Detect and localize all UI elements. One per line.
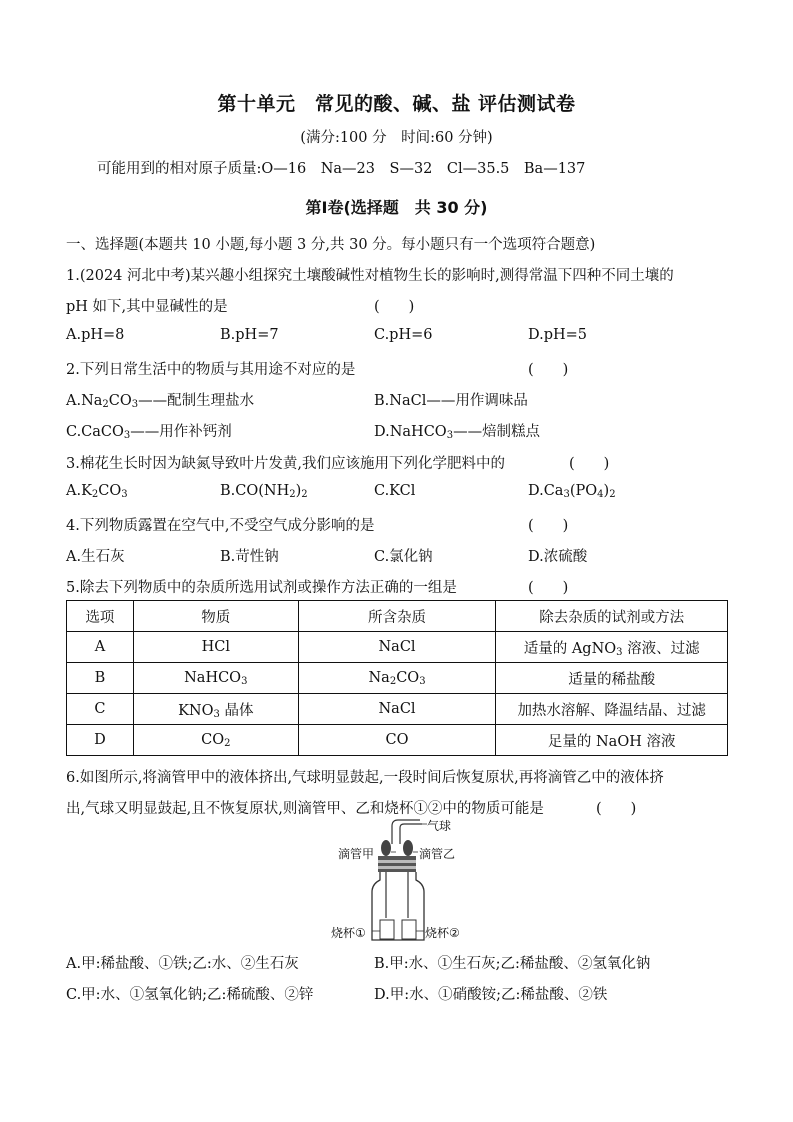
dropper-a-bulb-icon bbox=[381, 840, 391, 856]
balloon-tube-icon bbox=[400, 824, 422, 844]
label-beaker-2: 烧杯② bbox=[425, 926, 460, 940]
substance-cell: $CO_2$ bbox=[133, 725, 298, 756]
option-cell: C bbox=[67, 694, 134, 725]
q6-option-d: D.甲:水、①硝酸铵;乙:稀盐酸、②铁 bbox=[374, 987, 608, 1003]
q1-option-d: D.pH=5 bbox=[528, 327, 588, 343]
part-title: 第Ⅰ卷(选择题 共 30 分) bbox=[305, 198, 488, 217]
impurity-cell: CO bbox=[298, 725, 496, 756]
substance-cell: NaHCO$_3$ bbox=[133, 663, 298, 694]
label-dropper-b: 滴管乙 bbox=[419, 847, 456, 861]
impurity-cell: NaCl bbox=[298, 632, 496, 663]
q5-stem: 5.除去下列物质中的杂质所选用试剂或操作方法正确的一组是 bbox=[66, 580, 457, 596]
stopper-icon bbox=[378, 856, 416, 872]
q1-stem-line2: pH 如下,其中显碱性的是 bbox=[66, 299, 228, 315]
page-title: 第十单元 常见的酸、碱、盐 评估测试卷 bbox=[217, 93, 576, 115]
atomic-masses: 可能用到的相对原子质量:O—16 Na—23 S—32 Cl—35.5 Ba—137 bbox=[97, 161, 586, 177]
q2-stem: 2.下列日常生活中的物质与其用途不对应的是 bbox=[66, 362, 356, 378]
table-row bbox=[67, 663, 728, 694]
table-row bbox=[67, 632, 728, 663]
q3-stem: 3.棉花生长时因为缺氮导致叶片发黄,我们应该施用下列化学肥料中的 bbox=[66, 456, 505, 472]
table-row bbox=[67, 725, 728, 756]
q1-answer-blank: ( ) bbox=[374, 299, 415, 315]
q6-stem-line2: 出,气球又明显鼓起,且不恢复原状,则滴管甲、乙和烧杯①②中的物质可能是 bbox=[66, 801, 544, 817]
method-cell: 适量的稀盐酸 bbox=[496, 663, 728, 694]
q6-option-a: A.甲:稀盐酸、①铁;乙:水、②生石灰 bbox=[66, 956, 299, 972]
q2-option-b: B.NaCl——用作调味品 bbox=[374, 393, 528, 409]
method-cell: 加热水溶解、降温结晶、过滤 bbox=[496, 694, 728, 725]
dropper-b-bulb-icon bbox=[403, 840, 413, 856]
q2-option-c: C.CaCO$_3$——用作补钙剂 bbox=[66, 424, 232, 441]
table-header-row bbox=[67, 601, 728, 632]
option-cell: A bbox=[67, 632, 134, 663]
method-cell: 足量的 NaOH 溶液 bbox=[496, 725, 728, 756]
beaker-1-icon bbox=[380, 920, 394, 939]
q3-option-a: $A.K_2CO_3$ bbox=[66, 483, 128, 500]
beaker-2-icon bbox=[402, 920, 416, 939]
table-header-cell: 选项 bbox=[67, 601, 134, 632]
q3-answer-blank: ( ) bbox=[569, 456, 610, 472]
table-header-cell: 物质 bbox=[133, 601, 298, 632]
q3-option-c: C.KCl bbox=[374, 483, 416, 499]
option-cell: B bbox=[67, 663, 134, 694]
q5-answer-blank: ( ) bbox=[528, 580, 569, 596]
table-row bbox=[67, 694, 728, 725]
q4-option-b: B.苛性钠 bbox=[220, 549, 279, 565]
option-cell: D bbox=[67, 725, 134, 756]
label-beaker-1: 烧杯① bbox=[331, 926, 366, 940]
table-header-cell: 除去杂质的试剂或方法 bbox=[496, 601, 728, 632]
q2-answer-blank: ( ) bbox=[528, 362, 569, 378]
q1-option-b: B.pH=7 bbox=[220, 327, 279, 343]
q4-option-d: D.浓硫酸 bbox=[528, 549, 588, 565]
section-instructions: 一、选择题(本题共 10 小题,每小题 3 分,共 30 分。每小题只有一个选项符合题意) bbox=[66, 237, 596, 253]
table-header-cell: 所含杂质 bbox=[298, 601, 496, 632]
substance-cell: HCl bbox=[133, 632, 298, 663]
impurity-cell: NaCl bbox=[298, 694, 496, 725]
q1-stem-line1: 1.(2024 河北中考)某兴趣小组探究土壤酸碱性对植物生长的影响时,测得常温下四种不同土壤的 bbox=[66, 268, 674, 284]
q6-option-c: C.甲:水、①氢氧化钠;乙:稀硫酸、②锌 bbox=[66, 987, 314, 1003]
q3-option-b: $B.CO(NH_2)_2$ bbox=[220, 483, 308, 500]
q5-table bbox=[66, 600, 728, 756]
q2-option-a: $A.Na_2CO_3——$配制生理盐水 bbox=[66, 393, 255, 410]
q6-answer-blank: ( ) bbox=[596, 801, 637, 817]
q6-stem-line1: 6.如图所示,将滴管甲中的液体挤出,气球明显鼓起,一段时间后恢复原状,再将滴管乙中的液体挤 bbox=[66, 770, 664, 786]
q1-option-c: C.pH=6 bbox=[374, 327, 433, 343]
label-balloon: 气球 bbox=[427, 819, 452, 833]
q6-option-b: B.甲:水、①生石灰;乙:稀盐酸、②氢氧化钠 bbox=[374, 956, 651, 972]
method-cell: 适量的 AgNO$_3$ 溶液、过滤 bbox=[496, 632, 728, 663]
q2-option-d: D.NaHCO$_3$——焙制糕点 bbox=[374, 424, 541, 441]
substance-cell: $KNO_3$ 晶体 bbox=[133, 694, 298, 725]
q4-option-a: A.生石灰 bbox=[66, 549, 125, 565]
label-dropper-a: 滴管甲 bbox=[338, 847, 375, 861]
q4-option-c: C.氯化钠 bbox=[374, 549, 433, 565]
q3-option-d: $D.Ca_3(PO_4)_2$ bbox=[528, 483, 616, 500]
q4-answer-blank: ( ) bbox=[528, 518, 569, 534]
q1-option-a: A.pH=8 bbox=[66, 327, 125, 343]
exam-info: (满分:100 分 时间:60 分钟) bbox=[300, 130, 493, 146]
impurity-cell: $Na_2CO_3$ bbox=[298, 663, 496, 694]
q4-stem: 4.下列物质露置在空气中,不受空气成分影响的是 bbox=[66, 518, 375, 534]
